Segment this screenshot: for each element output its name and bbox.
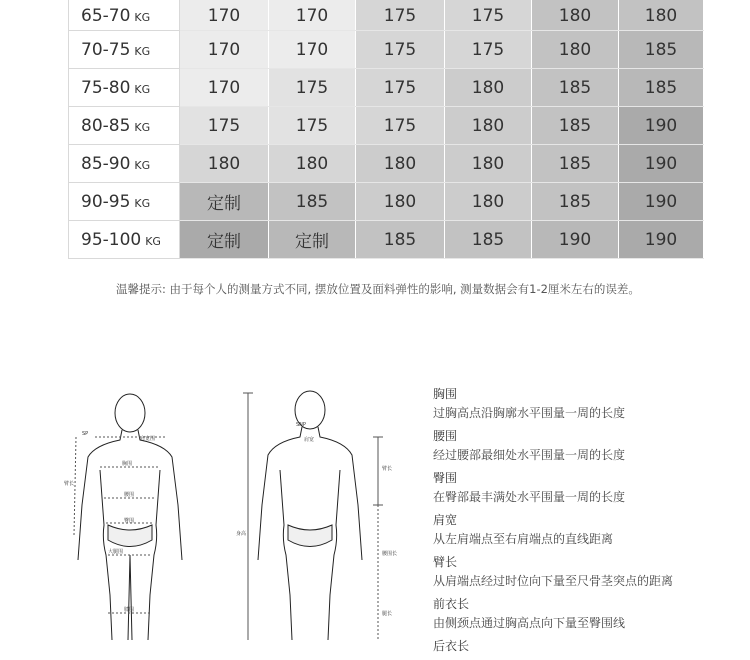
back-snp-label: SNP (296, 422, 306, 428)
size-cell: 180 (445, 69, 532, 107)
measurement-item (433, 595, 743, 633)
weight-range: 65-70 (81, 6, 131, 26)
front-knee-label: 膝围 (124, 607, 135, 613)
weight-range: 90-95 (81, 191, 131, 212)
size-cell: 175 (269, 69, 356, 107)
size-row (69, 69, 704, 107)
size-row (69, 145, 704, 183)
back-leg-label: 腿长 (382, 611, 393, 617)
measurement-title: 前衣长 (433, 597, 470, 611)
back-arm-label: 臂长 (382, 466, 393, 472)
front-chest-label: 胸围 (122, 461, 133, 467)
weight-cell (69, 145, 180, 183)
measurement-descriptions (433, 385, 743, 660)
size-table (68, 0, 704, 259)
measurement-desc: 从肩端点经过时位向下量至尺骨茎突点的距离 (433, 574, 674, 588)
size-row (69, 31, 704, 69)
weight-unit: KG (145, 234, 161, 248)
size-cell: 185 (532, 145, 619, 183)
weight-unit: KG (134, 82, 151, 96)
size-cell: 185 (619, 69, 704, 107)
back-length-label: 身高 (236, 531, 247, 537)
measurement-desc: 过胸高点沿胸廓水平围量一周的长度 (433, 406, 626, 420)
front-body-figure (78, 394, 182, 640)
size-cell: 190 (619, 145, 704, 183)
size-cell: 180 (532, 31, 619, 69)
size-cell: 175 (356, 69, 445, 107)
measurement-note: 温馨提示: 由于每个人的测量方式不同, 摆放位置及面料弹性的影响, 测量数据会有1-2厘米左右的误差。 (116, 282, 640, 296)
weight-range: 75-80 (81, 77, 131, 98)
size-cell: 185 (532, 183, 619, 221)
weight-unit: KG (134, 196, 151, 210)
size-cell: 180 (180, 145, 269, 183)
size-cell: 175 (356, 0, 445, 31)
size-cell: 185 (532, 107, 619, 145)
back-shoulder-label: 肩宽 (304, 437, 315, 443)
size-cell: 190 (619, 221, 704, 259)
weight-range: 85-90 (81, 153, 131, 174)
measurement-desc: 由侧颈点通过胸高点向下量至臀围线 (433, 616, 626, 630)
size-row (69, 221, 704, 259)
front-waist-label: 腰围 (124, 492, 135, 498)
measurement-item (433, 511, 743, 549)
size-cell: 170 (269, 31, 356, 69)
size-cell: 190 (619, 107, 704, 145)
weight-range: 80-85 (81, 115, 131, 136)
weight-cell (69, 31, 180, 69)
size-cell: 180 (356, 145, 445, 183)
back-waist-label: 腰围长 (382, 551, 398, 557)
size-cell: 定制 (269, 221, 356, 259)
measurement-title: 臂长 (433, 555, 458, 569)
weight-unit: KG (134, 11, 151, 24)
front-shoulder-label: 肩宽围 (140, 436, 156, 442)
measurement-desc: 经过腰部最细处水平围量一周的长度 (433, 448, 626, 462)
body-measurement-diagram (60, 385, 420, 640)
size-cell: 185 (619, 31, 704, 69)
size-cell: 175 (445, 0, 532, 31)
size-cell: 185 (356, 221, 445, 259)
measurement-title: 肩宽 (433, 513, 458, 527)
weight-cell (69, 221, 180, 259)
size-cell: 180 (532, 0, 619, 31)
measurement-item (433, 469, 743, 507)
weight-range: 95-100 (81, 229, 142, 250)
weight-range: 70-75 (81, 39, 131, 60)
back-body-figure (258, 391, 362, 640)
weight-cell (69, 183, 180, 221)
front-thigh-label: 大腿围 (108, 549, 124, 555)
weight-unit: KG (134, 158, 151, 172)
size-cell: 175 (445, 31, 532, 69)
size-row (69, 107, 704, 145)
front-arm-label: 臂长 (64, 481, 75, 487)
measurement-title: 臀围 (433, 471, 458, 485)
size-cell: 190 (619, 183, 704, 221)
size-cell: 180 (356, 183, 445, 221)
size-row (69, 0, 704, 31)
front-hip-label: 臀围 (124, 518, 135, 524)
measurement-title: 后衣长 (433, 639, 470, 653)
size-cell: 175 (356, 31, 445, 69)
size-cell: 170 (180, 31, 269, 69)
measurement-item (433, 553, 743, 591)
size-cell: 170 (180, 69, 269, 107)
size-cell: 170 (180, 0, 269, 31)
weight-unit: KG (134, 44, 151, 58)
size-row (69, 183, 704, 221)
weight-cell (69, 107, 180, 145)
size-cell: 185 (269, 183, 356, 221)
size-cell: 175 (356, 107, 445, 145)
weight-unit: KG (134, 120, 151, 134)
measurement-item (433, 427, 743, 465)
weight-cell (69, 0, 180, 31)
size-cell: 180 (269, 145, 356, 183)
size-cell: 180 (619, 0, 704, 31)
size-cell: 190 (532, 221, 619, 259)
front-sp-label: SP (82, 431, 89, 437)
size-cell: 185 (532, 69, 619, 107)
size-cell: 170 (269, 0, 356, 31)
measurement-desc: 从左肩端点至右肩端点的直线距离 (433, 532, 614, 546)
measurement-title: 胸围 (433, 387, 458, 401)
size-cell: 180 (445, 145, 532, 183)
measurement-item (433, 385, 743, 423)
measurement-desc: 在臀部最丰满处水平围量一周的长度 (433, 490, 626, 504)
size-cell: 175 (269, 107, 356, 145)
size-cell: 定制 (180, 221, 269, 259)
size-cell: 185 (445, 221, 532, 259)
weight-cell (69, 69, 180, 107)
size-cell: 180 (445, 107, 532, 145)
size-cell: 175 (180, 107, 269, 145)
size-cell: 180 (445, 183, 532, 221)
measurement-title: 腰围 (433, 429, 458, 443)
size-cell: 定制 (180, 183, 269, 221)
